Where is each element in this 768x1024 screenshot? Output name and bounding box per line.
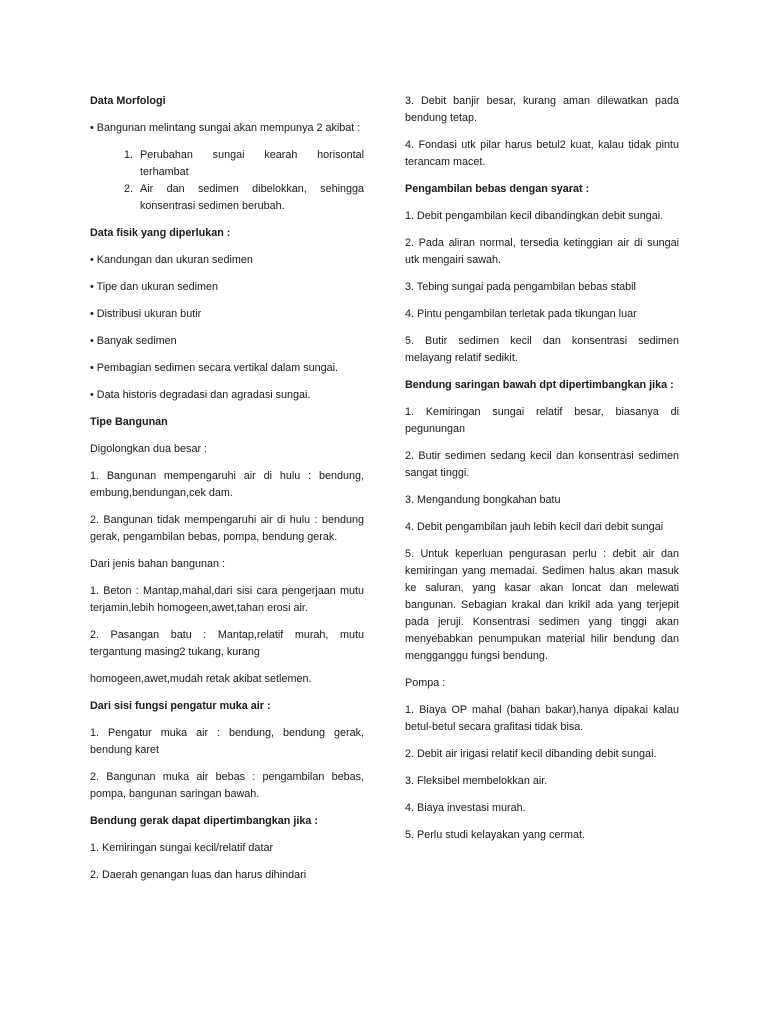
list-item: • Distribusi ukuran butir: [90, 308, 202, 320]
list-item: 5. Untuk keperluan pengurasan perlu : debit air dan kemiringan yang memadai. Sedimen halus akan masuk ke saluran, yang kasar akan loncat dan melewati bangunan. Sebagian krakal dan krikil ada yang terjepit pada jeruji. Konsentrasi sedimen yang tinggi akan menyebabkan penumpukan material hilir bendung dan mengganggu fungsi bendung.: [405, 548, 679, 662]
list-item: 3. Fleksibel membelokkan air.: [405, 775, 548, 787]
list-item: 4. Pintu pengambilan terletak pada tikungan luar: [405, 308, 637, 320]
list-item: 4. Biaya investasi murah.: [405, 802, 526, 814]
akibat-list: [90, 147, 364, 215]
paragraph-bangunan-melintang: • Bangunan melintang sungai akan mempunya 2 akibat :: [90, 122, 361, 134]
left-column: [90, 93, 364, 894]
paragraph-beton: 1. Beton : Mantap,mahal,dari sisi cara pengerjaan mutu terjamin,lebih homogeen,awet,tahan erosi air.: [90, 585, 364, 614]
paragraph-pasangan-batu: 2. Pasangan batu : Mantap,relatif murah, mutu tergantung masing2 tukang, kurang: [90, 629, 364, 658]
list-item: 2. Pada aliran normal, tersedia ketinggian air di sungai utk mengairi sawah.: [405, 237, 679, 266]
list-item: • Pembagian sedimen secara vertikal dalam sungai.: [90, 362, 339, 374]
list-item: 1. Biaya OP mahal (bahan bakar),hanya dipakai kalau betul-betul secara grafitasi tidak bisa.: [405, 704, 679, 733]
list-item: 5. Perlu studi kelayakan yang cermat.: [405, 829, 586, 841]
list-item: 4. Debit pengambilan jauh lebih kecil dari debit sungai: [405, 521, 664, 533]
paragraph-digolongkan: Digolongkan dua besar :: [90, 443, 208, 455]
list-item: 5. Butir sedimen kecil dan konsentrasi sedimen melayang relatif sedikit.: [405, 335, 679, 364]
list-item: 2. Air dan sedimen dibelokkan, sehingga konsentrasi sedimen berubah.: [136, 181, 364, 215]
paragraph-homogeen: homogeen,awet,mudah retak akibat setlemen.: [90, 673, 312, 685]
paragraph-fungsi-2: 2. Bangunan muka air bebas : pengambilan bebas, pompa, bangunan saringan bawah.: [90, 771, 364, 800]
heading-data-morfologi: Data Morfologi: [90, 95, 166, 107]
list-item: 1. Kemiringan sungai relatif besar, biasanya di pegunungan: [405, 406, 679, 435]
paragraph-gerak-4: 4. Fondasi utk pilar harus betul2 kuat, kalau tidak pintu terancam macet.: [405, 139, 679, 168]
heading-pengambilan-bebas: Pengambilan bebas dengan syarat :: [405, 183, 590, 195]
list-item: 2. Debit air irigasi relatif kecil dibanding debit sungai.: [405, 748, 657, 760]
paragraph-tipe-2: 2. Bangunan tidak mempengaruhi air di hulu : bendung gerak, pengambilan bebas, pompa, bendung gerak.: [90, 514, 364, 543]
heading-bendung-saringan: Bendung saringan bawah dpt dipertimbangkan jika :: [405, 379, 674, 391]
paragraph-gerak-2: 2. Daerah genangan luas dan harus dihindari: [90, 869, 307, 881]
list-item: 3. Mengandung bongkahan batu: [405, 494, 561, 506]
heading-bendung-gerak: Bendung gerak dapat dipertimbangkan jika :: [90, 815, 318, 827]
paragraph-gerak-1: 1. Kemiringan sungai kecil/relatif datar: [90, 842, 274, 854]
heading-fungsi-pengatur: Dari sisi fungsi pengatur muka air :: [90, 700, 271, 712]
heading-tipe-bangunan: Tipe Bangunan: [90, 416, 168, 428]
paragraph-gerak-3: 3. Debit banjir besar, kurang aman dilewatkan pada bendung tetap.: [405, 95, 679, 124]
paragraph-fungsi-1: 1. Pengatur muka air : bendung, bendung gerak, bendung karet: [90, 727, 364, 756]
heading-data-fisik: Data fisik yang diperlukan :: [90, 227, 231, 239]
paragraph-tipe-1: 1. Bangunan mempengaruhi air di hulu : bendung, embung,bendungan,cek dam.: [90, 470, 364, 499]
label-pompa: Pompa :: [405, 677, 446, 689]
list-item: 2. Butir sedimen sedang kecil dan konsentrasi sedimen sangat tinggi.: [405, 450, 679, 479]
list-item: 3. Tebing sungai pada pengambilan bebas stabil: [405, 281, 636, 293]
list-item: • Banyak sedimen: [90, 335, 177, 347]
list-item: • Kandungan dan ukuran sedimen: [90, 254, 253, 266]
list-item: 1. Perubahan sungai kearah horisontal terhambat: [136, 147, 364, 181]
right-column: [405, 93, 679, 854]
paragraph-dari-jenis: Dari jenis bahan bangunan :: [90, 558, 226, 570]
list-item: 1. Debit pengambilan kecil dibandingkan debit sungai.: [405, 210, 664, 222]
list-item: • Data historis degradasi dan agradasi sungai.: [90, 389, 311, 401]
list-item: • Tipe dan ukuran sedimen: [90, 281, 219, 293]
